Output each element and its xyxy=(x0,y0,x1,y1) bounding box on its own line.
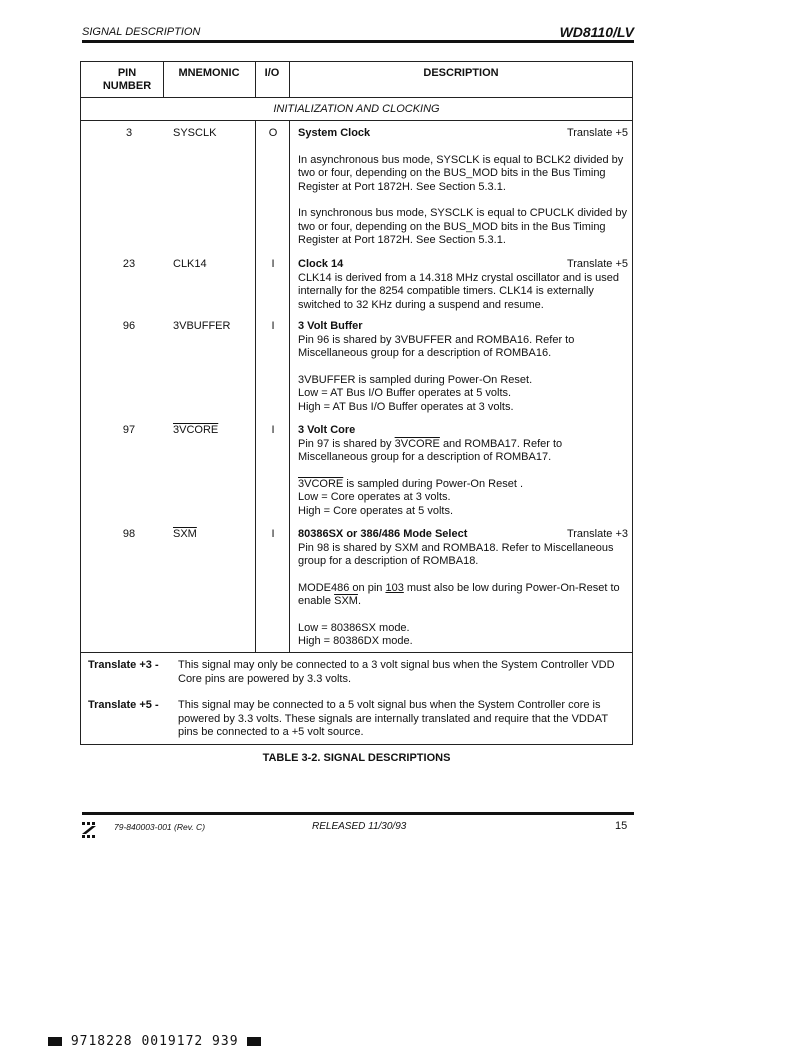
notes-rule xyxy=(80,652,633,653)
section-rule xyxy=(80,120,633,121)
col-divider xyxy=(163,61,164,98)
column-header-description: DESCRIPTION xyxy=(289,61,633,98)
pin-number: 23 xyxy=(122,258,136,270)
signal-description xyxy=(298,528,628,649)
footer-rule xyxy=(82,812,634,815)
description-paragraph: 3VCORE is sampled during Power-On Reset . xyxy=(298,477,523,490)
note-label: Translate +5 - xyxy=(88,699,159,711)
io-type: I xyxy=(271,320,275,332)
col-divider xyxy=(255,61,256,98)
scan-barcode xyxy=(48,1034,288,1048)
release-date: RELEASED 11/30/93 xyxy=(312,821,407,832)
mnemonic: 3VBUFFER xyxy=(173,320,231,332)
barcode-block-icon xyxy=(48,1037,62,1046)
description-paragraph: In asynchronous bus mode, SYSCLK is equal to BCLK2 divided by two or four, depending on the BUS_MOD bits in the Bus Timing Register at Port 1872H. See Section 5.3.1. xyxy=(298,153,624,193)
description-paragraph: High = 80386DX mode. xyxy=(298,635,413,647)
note-text: This signal may only be connected to a 3 volt signal bus when the System Controller VDD Core pins are powered by 3.3 volts. xyxy=(178,659,615,685)
description-paragraph: In synchronous bus mode, SYSCLK is equal to CPUCLK divided by two or four, depending on the BUS_MOD bits in the Bus Timing Register at Port 1872H. See Section 5.3.1. xyxy=(298,207,627,246)
page-number: 15 xyxy=(615,820,628,832)
io-type: I xyxy=(271,424,275,436)
signal-title: 3 Volt Core xyxy=(298,424,356,436)
column-header-mnemonic: MNEMONIC xyxy=(163,61,255,98)
signal-title: Clock 14 xyxy=(298,258,344,270)
header-rule xyxy=(82,40,634,43)
header-part-number: WD8110/LV xyxy=(559,24,634,40)
signal-title: 80386SX or 386/486 Mode Select xyxy=(298,528,468,540)
mnemonic: $\overline{SXM}$ xyxy=(173,528,197,540)
col-divider xyxy=(255,121,256,652)
description-paragraph: Pin 97 is shared by 3VCORE and ROMBA17. Refer to Miscellaneous group for a description of ROMBA17. xyxy=(298,437,563,463)
description-paragraph: High = AT Bus I/O Buffer operates at 3 volts. xyxy=(298,400,514,413)
description-paragraph: Pin 98 is shared by SXM and ROMBA18. Refer to Miscellaneous group for a description of ROMBA18. xyxy=(298,541,614,567)
barcode-block-icon xyxy=(247,1037,261,1046)
description-paragraph: 3VBUFFER is sampled during Power-On Reset. xyxy=(298,373,533,386)
header-section-title: SIGNAL DESCRIPTION xyxy=(82,26,201,38)
table-caption: TABLE 3-2. SIGNAL DESCRIPTIONS xyxy=(262,752,451,764)
pin-number: 98 xyxy=(122,528,136,540)
section-title: INITIALIZATION AND CLOCKING xyxy=(273,103,440,115)
mnemonic: SYSCLK xyxy=(173,127,217,139)
translate-note: Translate +5 xyxy=(566,127,628,139)
pin-number: 97 xyxy=(122,424,136,436)
column-header-pin: PIN NUMBER xyxy=(80,61,174,98)
description-paragraph: Low = AT Bus I/O Buffer operates at 5 volts. xyxy=(298,387,512,399)
translate-note-3v xyxy=(80,659,633,689)
signal-description xyxy=(298,258,628,312)
barcode-text: 9718228 0019172 939 xyxy=(70,1034,239,1049)
col-divider xyxy=(289,61,290,98)
io-type: I xyxy=(271,258,275,270)
description-paragraph: MODE486 on pin 103 must also be low during Power-On-Reset to enable $\overline{SXM}$. xyxy=(298,581,620,607)
column-header-io: I/O xyxy=(255,61,289,98)
description-paragraph: CLK14 is derived from a 14.318 MHz crystal oscillator and is used internally for the 8254 compatible timers. CLK14 is externally switched to 32 KHz during a suspend and resume. xyxy=(298,271,619,311)
mnemonic: CLK14 xyxy=(173,258,207,270)
note-label: Translate +3 - xyxy=(88,659,159,671)
io-type: O xyxy=(268,127,278,139)
translate-note-5v xyxy=(80,699,633,741)
pin-number: 96 xyxy=(122,320,136,332)
signal-description xyxy=(298,320,628,414)
signal-description xyxy=(298,127,628,248)
col-divider xyxy=(289,121,290,652)
description-paragraph: Low = 80386SX mode. xyxy=(298,621,410,634)
translate-note: Translate +5 xyxy=(566,258,628,270)
document-number: 79-840003-001 (Rev. C) xyxy=(114,822,206,832)
description-paragraph: High = Core operates at 5 volts. xyxy=(298,504,453,517)
signal-description xyxy=(298,424,628,518)
note-text: This signal may be connected to a 5 volt signal bus when the System Controller core is powered by 3.3 volts. These signals are internally translated and require that the VDDAT pins be connected to a +5 volt source. xyxy=(178,699,608,738)
company-logo-icon xyxy=(82,822,96,838)
description-paragraph: Low = Core operates at 3 volts. xyxy=(298,491,451,503)
signal-title: System Clock xyxy=(298,127,371,139)
io-type: I xyxy=(271,528,275,540)
mnemonic: 3VCORE xyxy=(173,424,219,436)
description-paragraph: Pin 96 is shared by 3VBUFFER and ROMBA16. Refer to Miscellaneous group for a description of ROMBA16. xyxy=(298,333,575,359)
translate-note: Translate +3 xyxy=(566,528,628,540)
signal-title: 3 Volt Buffer xyxy=(298,320,363,332)
pin-number: 3 xyxy=(125,127,133,139)
